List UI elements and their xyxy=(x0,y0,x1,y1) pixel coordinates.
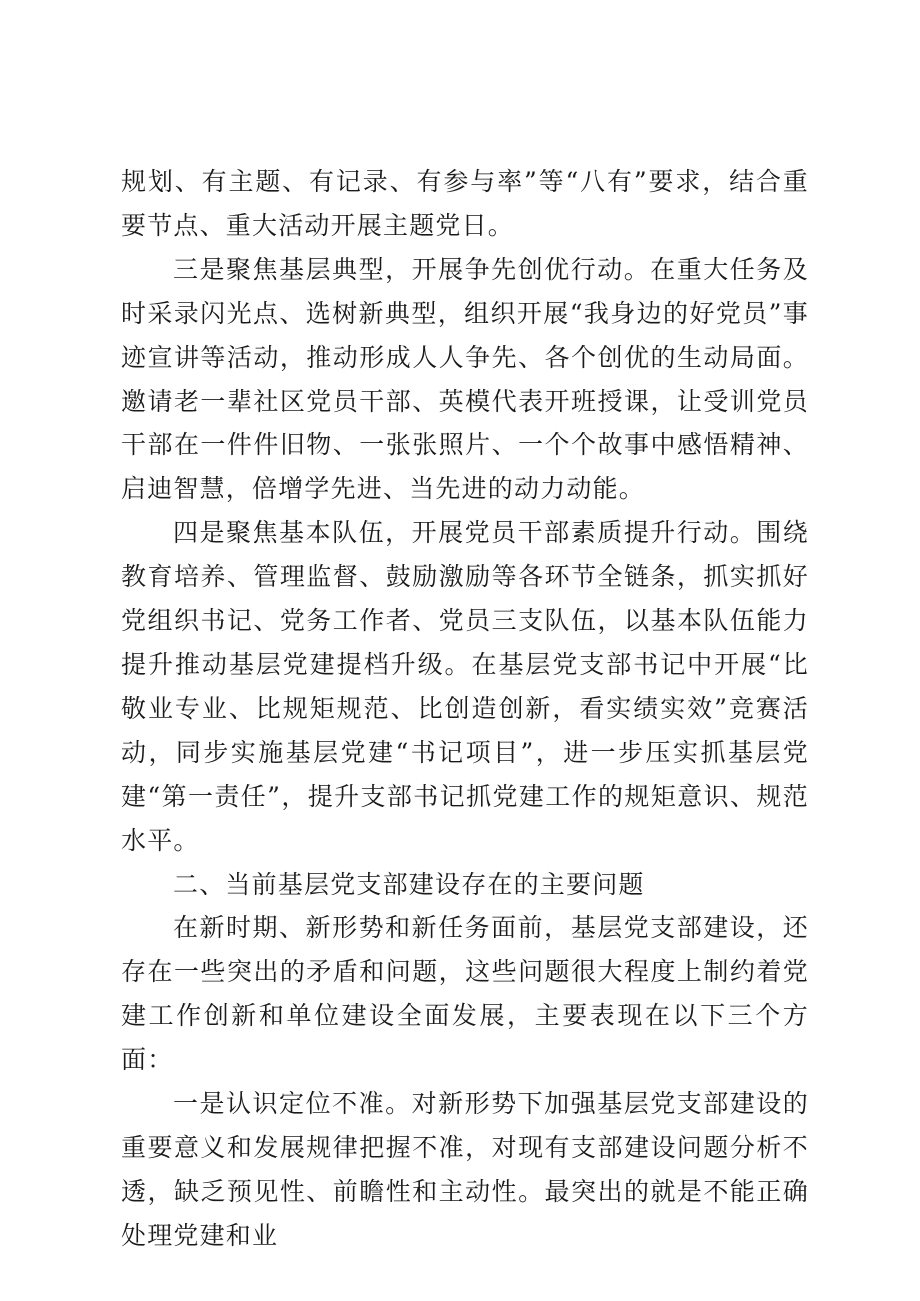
paragraph-continuation: 规划、有主题、有记录、有参与率”等“八有”要求，结合重要节点、重大活动开展主题党日。 xyxy=(121,167,809,240)
paragraph-problems-intro: 在新时期、新形势和新任务面前，基层党支部建设，还存在一些突出的矛盾和问题，这些问题很大程度上制约着党建工作创新和单位建设全面发展，主要表现在以下三个方面： xyxy=(121,913,809,1075)
section-heading: 二、当前基层党支部建设存在的主要问题 xyxy=(173,869,645,899)
paragraph-inaccurate-positioning: 一是认识定位不准。对新形势下加强基层党支部建设的重要意义和发展规律把握不准，对现有支部建设问题分析不透，缺乏预见性、前瞻性和主动性。最突出的就是不能正确处理党建和业 xyxy=(121,1089,809,1250)
document-body xyxy=(121,160,809,1258)
paragraph-basic-teams: 四是聚焦基本队伍，开展党员干部素质提升行动。围绕教育培养、管理监督、鼓励激励等各环节全链条，抓实抓好党组织书记、党务工作者、党员三支队伍，以基本队伍能力提升推动基层党建提档升级。在基层党支部书记中开展“比敬业专业、比规矩规范、比创造创新，看实绩实效”竞赛活动，同步实施基层党建“书记项目”，进一步压实抓基层党建“第一责任”，提升支部书记抓党建工作的规矩意识、规范水平。 xyxy=(121,518,809,855)
paragraph-grassroots-models: 三是聚焦基层典型，开展争先创优行动。在重大任务及时采录闪光点、选树新典型，组织开展“我身边的好党员”事迹宣讲等活动，推动形成人人争先、各个创优的生动局面。邀请老一辈社区党员干部、英模代表开班授课，让受训党员干部在一件件旧物、一张张照片、一个个故事中感悟精神、启迪智慧，倍增学先进、当先进的动力动能。 xyxy=(121,254,809,504)
